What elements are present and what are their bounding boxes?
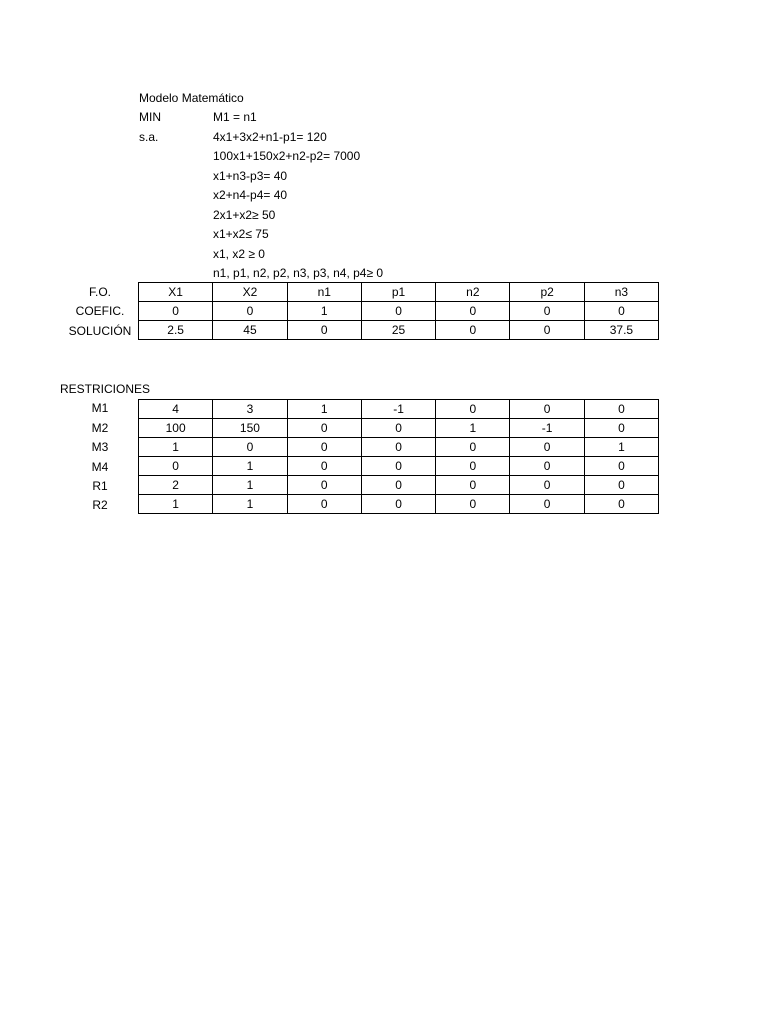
- constraint-line: n1, p1, n2, p2, n3, p3, n4, p4≥ 0: [213, 266, 384, 280]
- constraint-line: 100x1+150x2+n2-p2= 7000: [213, 149, 361, 163]
- table-cell[interactable]: 0: [436, 321, 510, 340]
- table-cell[interactable]: 0: [361, 419, 435, 438]
- table-cell[interactable]: 0: [361, 438, 435, 457]
- table-cell[interactable]: 150: [213, 419, 287, 438]
- table-cell[interactable]: 0: [139, 457, 213, 476]
- table-cell[interactable]: 0: [510, 495, 584, 514]
- constraint-line: 4x1+3x2+n1-p1= 120: [213, 130, 327, 144]
- row-label-solucion: SOLUCIÓN: [68, 324, 132, 338]
- table-cell[interactable]: 0: [213, 438, 287, 457]
- table-row: [139, 321, 659, 340]
- table-cell[interactable]: 0: [287, 321, 361, 340]
- constraint-line: x2+n4-p4= 40: [213, 188, 288, 202]
- table-cell[interactable]: 1: [213, 457, 287, 476]
- table-cell[interactable]: 0: [510, 476, 584, 495]
- table-cell[interactable]: 0: [436, 302, 510, 321]
- table-cell[interactable]: 25: [361, 321, 435, 340]
- table-cell[interactable]: 1: [287, 302, 361, 321]
- restrictions-heading: RESTRICIONES: [60, 382, 151, 396]
- table-row: [139, 438, 659, 457]
- table-cell[interactable]: p1: [361, 283, 435, 302]
- table-cell[interactable]: 0: [584, 457, 658, 476]
- table-cell[interactable]: 0: [436, 438, 510, 457]
- table-cell[interactable]: 0: [361, 457, 435, 476]
- table-cell[interactable]: 0: [510, 302, 584, 321]
- table-cell[interactable]: X1: [139, 283, 213, 302]
- constraint-line: x1+x2≤ 75: [213, 227, 269, 241]
- table-cell[interactable]: 0: [287, 457, 361, 476]
- table-cell[interactable]: 0: [287, 419, 361, 438]
- table-row: [139, 476, 659, 495]
- table-cell[interactable]: 0: [361, 476, 435, 495]
- table-cell[interactable]: 0: [287, 476, 361, 495]
- model-title: Modelo Matemático: [139, 91, 244, 105]
- table-cell[interactable]: 3: [213, 400, 287, 419]
- table-cell[interactable]: 0: [436, 400, 510, 419]
- objective-table: [138, 282, 659, 340]
- table-cell[interactable]: 0: [287, 438, 361, 457]
- table-cell[interactable]: 45: [213, 321, 287, 340]
- table-cell[interactable]: -1: [361, 400, 435, 419]
- table-cell[interactable]: n2: [436, 283, 510, 302]
- table-cell[interactable]: 0: [510, 400, 584, 419]
- constraint-line: 2x1+x2≥ 50: [213, 208, 276, 222]
- table-cell[interactable]: 1: [213, 476, 287, 495]
- subject-to-label: s.a.: [139, 130, 159, 144]
- table-cell[interactable]: 100: [139, 419, 213, 438]
- row-label-m2: M2: [91, 421, 109, 435]
- table-cell[interactable]: 0: [584, 400, 658, 419]
- table-cell[interactable]: 0: [584, 495, 658, 514]
- table-cell[interactable]: 0: [287, 495, 361, 514]
- objective-function: M1 = n1: [213, 110, 257, 124]
- table-cell[interactable]: 2: [139, 476, 213, 495]
- table-cell[interactable]: 0: [510, 438, 584, 457]
- table-cell[interactable]: 0: [584, 476, 658, 495]
- table-cell[interactable]: 1: [213, 495, 287, 514]
- table-cell[interactable]: p2: [510, 283, 584, 302]
- table-cell[interactable]: X2: [213, 283, 287, 302]
- table-cell[interactable]: 1: [584, 438, 658, 457]
- table-cell[interactable]: 0: [436, 476, 510, 495]
- table-cell[interactable]: n1: [287, 283, 361, 302]
- row-label-r2: R2: [92, 498, 108, 512]
- table-cell[interactable]: 0: [139, 302, 213, 321]
- table-cell[interactable]: 1: [139, 495, 213, 514]
- min-label: MIN: [139, 110, 161, 124]
- row-label-coefic: COEFIC.: [75, 304, 125, 318]
- table-row: [139, 400, 659, 419]
- table-cell[interactable]: 0: [584, 419, 658, 438]
- table-cell[interactable]: n3: [584, 283, 658, 302]
- table-row: [139, 283, 659, 302]
- table-row: [139, 457, 659, 476]
- table-cell[interactable]: 2.5: [139, 321, 213, 340]
- table-row: [139, 302, 659, 321]
- table-cell[interactable]: 37.5: [584, 321, 658, 340]
- table-cell[interactable]: 1: [287, 400, 361, 419]
- table-row: [139, 495, 659, 514]
- table-cell[interactable]: 4: [139, 400, 213, 419]
- table-cell[interactable]: 0: [361, 495, 435, 514]
- table-cell[interactable]: 1: [139, 438, 213, 457]
- table-cell[interactable]: 0: [213, 302, 287, 321]
- table-cell[interactable]: 1: [436, 419, 510, 438]
- constraint-line: x1, x2 ≥ 0: [213, 247, 265, 261]
- restrictions-table: [138, 399, 659, 514]
- table-row: [139, 419, 659, 438]
- table-cell[interactable]: 0: [510, 321, 584, 340]
- table-cell[interactable]: 0: [510, 457, 584, 476]
- table-cell[interactable]: 0: [436, 457, 510, 476]
- row-label-m1: M1: [91, 401, 109, 415]
- table-cell[interactable]: 0: [361, 302, 435, 321]
- table-cell[interactable]: 0: [584, 302, 658, 321]
- table-cell[interactable]: -1: [510, 419, 584, 438]
- table-cell[interactable]: 0: [436, 495, 510, 514]
- row-label-fo: F.O.: [88, 285, 111, 299]
- row-label-r1: R1: [92, 479, 108, 493]
- row-label-m3: M3: [91, 440, 109, 454]
- row-label-m4: M4: [91, 460, 109, 474]
- constraint-line: x1+n3-p3= 40: [213, 169, 288, 183]
